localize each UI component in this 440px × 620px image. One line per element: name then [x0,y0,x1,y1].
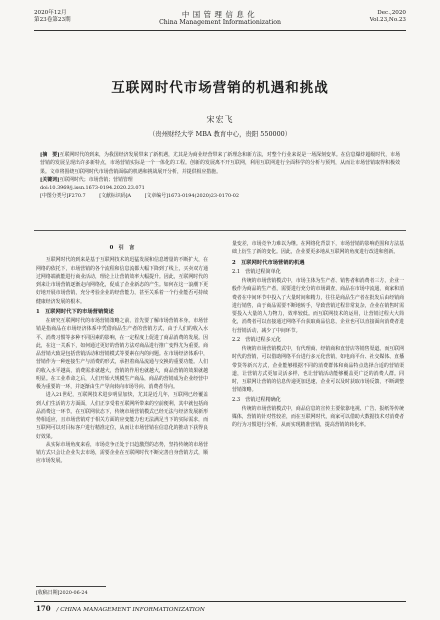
author-affiliation: （贵州财经大学 MBA 教育中心，贵阳 550000） [148,130,292,138]
subsection-heading-2-2: 2.2 营销过程多元化 [232,336,281,343]
article-number: [文章编号]1673-0194(2020)23-0170-02 [144,193,239,200]
paragraph: 从实际市场角度来看，市场竞争正处于日趋激烈的态势，坚持传统的市场营销方式只会让企业失去市场，需要企业在互联网时代不断完善自身营销方式，顺应市场发展。 [36,441,208,465]
document-code: [文献标识码]A [99,193,132,200]
keywords-label: [关键词] [40,176,60,183]
subsection-heading-2-3: 2.3 营销过程精确化 [232,396,281,403]
abstract-text: 互联网时代的到来，为我国经济发展带来了新机遇，尤其是为商业经营带来了新理念和新方法，对整个行业来说是一场深刻变革。在信息爆炸超级时代，市场营销的发展呈现出许多新特点，市场营销实际是一个一体化的工程。创新的发展离不开互联网，利用互联网进行全面科学的分析与预判，从而让市场营销取得积极效果。文章将围绕互联网时代市场营销面临的机遇和挑战展开分析，并提供相应措施。 [40,152,400,175]
section-heading-intro: 0 引 言 [109,245,135,251]
classification-line [40,192,400,200]
article-title: 互联网时代市场营销的机遇和挑战 [111,80,329,96]
body-column-right [232,240,404,430]
paragraph: 量变差，市场竞争力难以为继。在网络化背景下，市场营销的影响范围和方法基础上衍生了新的变化。因此，企业要更多地从互联网的角度进行改进和创新。 [232,241,404,256]
clc-number: [中图分类号]F270.7 [40,193,86,200]
abstract-divider [34,230,406,231]
section-heading-2: 2 互联网时代市场营销的机遇 [232,259,305,266]
footer-divider [34,601,406,602]
issue-date-en: Dec.,2020 [377,10,406,16]
abstract-block [40,151,400,201]
header-divider [34,30,406,31]
paragraph: 进入21世纪，互联网技术进步明显加快，尤其是近几年，互联网已经覆盖到人们生活的方方面面，人们正享受着互联网所带来的空前便利，其中就包括商品消费这一环节。在互联网状态下，传统市场营销模式已经无法与经济发展新形势相适应，且市场营销对于相关方面的应变能力也无法满足当下的实际需求，而互联网可以对目标客户进行精准定位，从而让市场营销在信息化的推动下获得良好效果。 [36,392,208,440]
keywords-text: 互联网时代；市场营销；营销管理 [59,176,133,183]
issue-volume-en: Vol.23,No.23 [369,17,406,23]
page-number: 170 [36,604,51,613]
footer-sep: / [56,607,59,613]
paragraph: 传统的市场营销模式中，有代理商、经销商和直营店等销售渠道。而互联网时代的营销，可以借助网络平台进行多元化营销，如电商平台、社交媒体、直播带货等新兴方式，企业能够根据不同的消费群体和商品特点选择合适的营销渠道，让营销方式更加灵活多样，也让营销活动能够覆盖更广泛的消费人群。同时，互联网让营销的信息传递更加迅速，企业可以及时获取市场反馈，不断调整营销策略。 [232,346,404,394]
paragraph: 互联网时代的到来是基于互联网技术的迅猛发展和信息增量的不断扩大，在网络的依托下，市场营销的各个流程和信息流都大幅下降到了线上，买卖双方通过网络端就能进行商业活动，理论上让营销效率大幅提升。因此，互联网时代的到来让市场营销逐渐走向网络化，促成了企业新态的产生。如何在这一浪潮下更好地开展市场营销，充分考验企业的经营能力，甚至关系着一个行业能否可持续健康经济发展的根本。 [36,257,208,305]
running-footer [36,604,205,613]
abstract-label: [摘 要] [40,152,60,158]
received-date-footnote: [收稿日期]2020-06-24 [36,590,88,596]
article-author: 宋宏飞 [206,115,234,124]
abstract-paragraph [40,151,400,176]
journal-name-cn: 中国管理信息化 [181,10,259,19]
journal-name-en: China Management Informationization [159,19,281,26]
footer-journal-name: CHINA MANAGEMENT INFORMATIONIZATION [60,607,205,613]
subsection-heading-2-1: 2.1 营销过程简单化 [232,268,281,275]
section-heading-1: 1 互联网时代下的市场营销简述 [36,308,114,315]
doi-line: doi:10.3969/j.issn.1673-0194.2020.23.071 [40,185,145,192]
paragraph: 传统的市场营销模式中，市场主体为生产者、销售者和消费者三方，企业一般作为商品的生产者，需要进行充分的市场调查，商品在市场中流通，商家和消费者在中间环节中投入了大量时间和精力，往往是商品生产者在批发后由经销商进行销售，由于商品需要不断地转手，导致营销过程非常复杂，企业在销售时需要投入大量的人力物力，效率较低。而互联网技术的运用，让营销过程大大简化，消费者可以直接通过网络平台获取商品信息，企业也可以直接面向消费者进行营销活动，减少了中间环节。 [232,278,404,334]
paragraph: 在研究互联网时代的市场营销策略之前，首先要了解市场营销本身。市场营销是指商品在市场经济体系中凭借商品生产者的营销方式，由于人们的收入水平、消费习惯等多种不同因素的影响，在一定程度上促进了商品消费的发展。因此，在这一关系下，如何通过更好的营销方法对商品进行推广变得尤为重要。商品营销大致是包括营销活动和营销模式等要素在内的问题。在市场经济体系中，营销作为一种连接生产与消费的形式，承担着商品流通与交换的重要功能。人们的收入水平越高，消费需求就越大，营销的作用也就越大，商品营销的效果就越明显。在工业革命之后，人们开始大规模生产商品，商品的营销成为企业经营中极为重要的一环，并逐渐由生产导向转向市场导向、消费者导向。 [36,318,208,390]
body-column-left [36,240,208,466]
issue-date-en-block [370,10,406,24]
issue-volume: 第23卷第23期 [34,17,71,23]
paragraph: 传统的市场营销模式中，商品信息的宣传主要依靠电视、广告、报纸等传统媒体，营销的针对性较差，而在互联网时代，商家可以借助大数据技术对消费者的行为习惯进行分析，从而实现精准营销，提高营销的转化率。 [232,405,404,429]
journal-name-block [34,10,406,27]
footnote-divider [36,586,106,587]
keywords-paragraph [40,176,400,184]
issue-date: 2020年12月 [34,10,67,16]
